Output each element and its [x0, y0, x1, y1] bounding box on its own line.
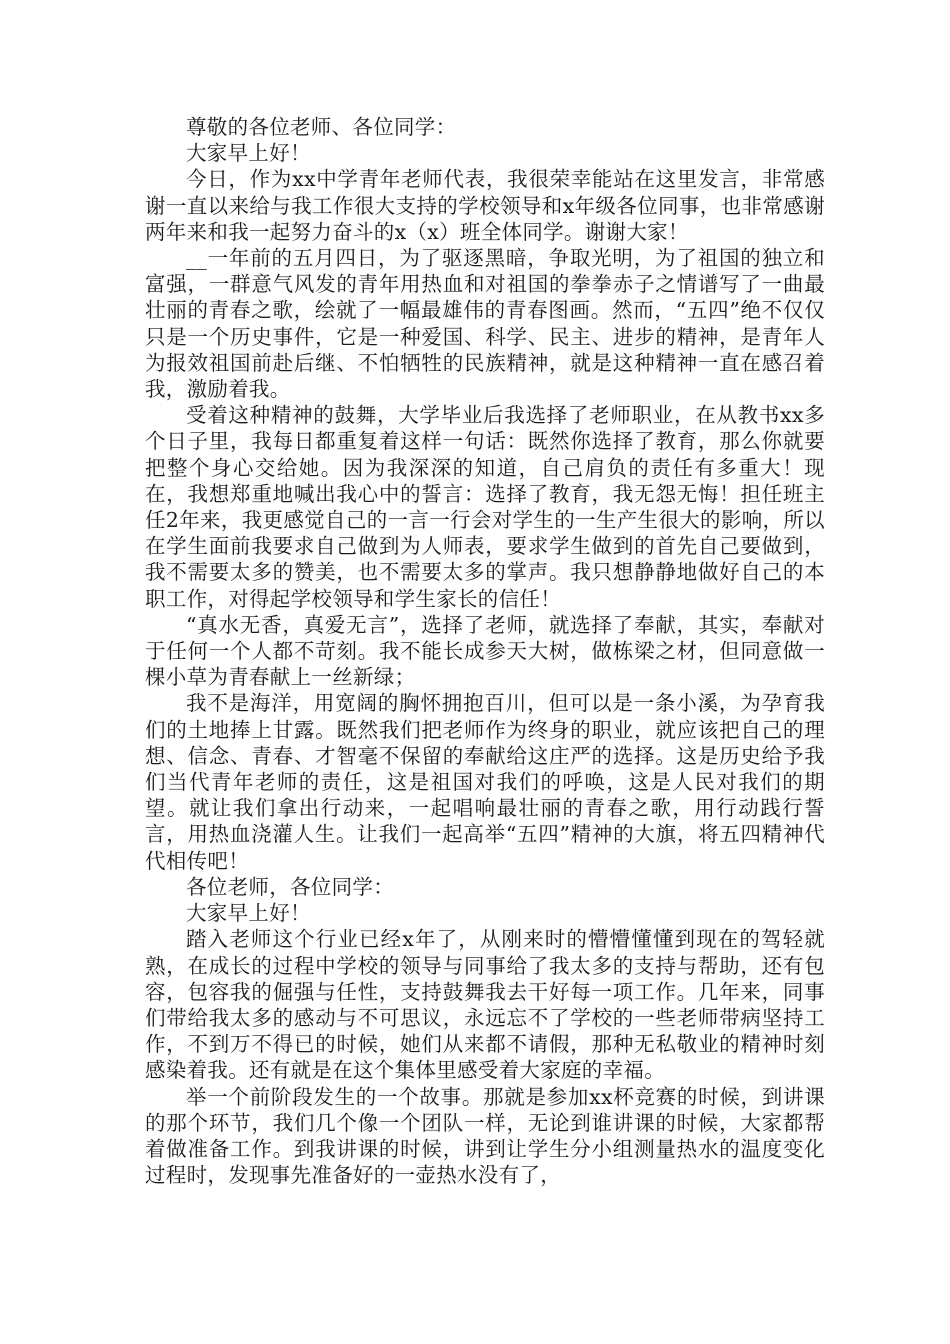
paragraph-experience: 踏入老师这个行业已经x年了，从刚来时的懵懵懂懂到现在的驾轻就熟，在成长的过程中学校的领导与同事给了我太多的支持与帮助，还有包容，包容我的倔强与任性，支持鼓舞我去干好每一项工作。几年来，同事们带给我太多的感动与不可思议，永远忘不了学校的一些老师带病坚持工作，不到万不得已的时候，她们从来都不请假，那种无私敬业的精神时刻感染着我。还有就是在这个集体里感受着大家庭的幸福。 — [145, 927, 825, 1083]
paragraph-career: 受着这种精神的鼓舞，大学毕业后我选择了老师职业，在从教书xx多个日子里，我每日都重复着这样一句话：既然你选择了教育，那么你就要把整个身心交给她。因为我深深的知道，自己肩负的责任有多重大！现在，我想郑重地喊出我心中的誓言：选择了教育，我无怨无悔！担任班主任2年来，我更感觉自己的一言一行会对学生的一生产生很大的影响，所以在学生面前我要求自己做到为人师表，要求学生做到的首先自己要做到，我不需要太多的赞美，也不需要太多的掌声。我只想静静地做好自己的本职工作，对得起学校领导和学生家长的信任！ — [145, 403, 825, 611]
paragraph-dedication: “真水无香，真爱无言”，选择了老师，就选择了奉献，其实，奉献对于任何一个人都不苛刻。我不能长成参天大树，做栋梁之材，但同意做一棵小草为青春献上一丝新绿； — [145, 612, 825, 690]
paragraph-river: 我不是海洋，用宽阔的胸怀拥抱百川，但可以是一条小溪，为孕育我们的土地捧上甘露。既然我们把老师作为终身的职业，就应该把自己的理想、信念、青春、才智毫不保留的奉献给这庄严的选择。这是历史给予我们当代青年老师的责任，这是祖国对我们的呼唤，这是人民对我们的期望。就让我们拿出行动来，一起唱响最壮丽的青春之歌，用行动践行誓言，用热血浇灌人生。让我们一起高举“五四”精神的大旗，将五四精神代代相传吧！ — [145, 691, 825, 873]
salutation-1: 尊敬的各位老师、各位同学： — [186, 115, 457, 139]
greeting-2: 大家早上好！ — [186, 901, 311, 926]
paragraph-may-fourth: __一年前的五月四日，为了驱逐黑暗，争取光明，为了祖国的独立和富强，一群意气风发的青年用热血和对祖国的拳拳赤子之情谱写了一曲最壮丽的青春之歌，绘就了一幅最雄伟的青春图画。然而，“五四”绝不仅仅只是一个历史事件，它是一种爱国、科学、民主、进步的精神，是青年人为报效祖国前赴后继、不怕牺牲的民族精神，就是这种精神一直在感召着我，激励着我。 — [145, 246, 825, 402]
document-body — [145, 114, 825, 1188]
greeting-1: 大家早上好！ — [186, 141, 311, 166]
paragraph-intro: 今日，作为xx中学青年老师代表，我很荣幸能站在这里发言，非常感谢一直以来给与我工作很大支持的学校领导和x年级各位同事，也非常感谢两年来和我一起努力奋斗的x（x）班全体同学。谢谢大家！ — [145, 167, 825, 244]
paragraph-story: 举一个前阶段发生的一个故事。那就是参加xx杯竞赛的时候，到讲课的那个环节，我们几个像一个团队一样，无论到谁讲课的时候，大家都帮着做准备工作。到我讲课的时候，讲到让学生分小组测量热水的温度变化过程时，发现事先准备好的一壶热水没有了， — [145, 1084, 825, 1188]
salutation-2: 各位老师，各位同学： — [186, 874, 394, 899]
